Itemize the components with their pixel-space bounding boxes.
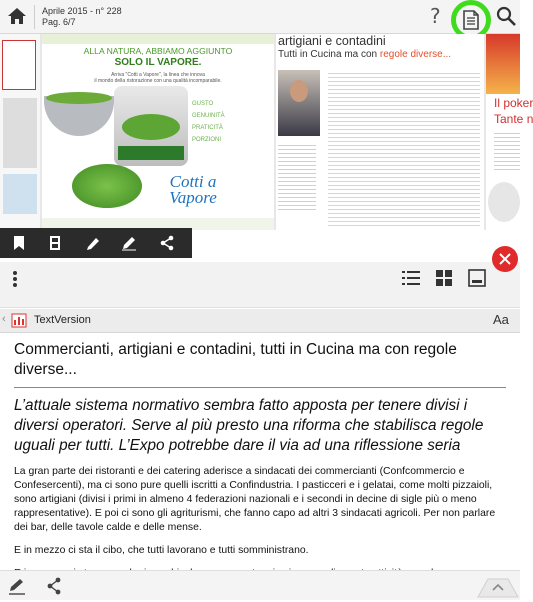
help-button[interactable]: ?: [430, 4, 441, 28]
article-lead: L’attuale sistema normativo sembra fatto apposta per tenere divisi i diversi operatori. Serve al più presto una riforma che stabilisca regole uguali per tutti. L’Expo potrebbe dare il via ad una riflessione seria: [14, 397, 484, 454]
issue-info: [42, 6, 122, 28]
close-icon: [499, 253, 511, 265]
article-page[interactable]: [276, 34, 484, 230]
close-button[interactable]: [492, 246, 518, 272]
pen-icon[interactable]: [8, 577, 26, 600]
ad-headline-bold: SOLO IL VAPORE.: [114, 57, 202, 68]
page-tools-bar: [0, 228, 192, 258]
share-icon[interactable]: [156, 232, 178, 254]
text-version-label: TextVersion: [34, 314, 91, 326]
chevron-left-icon[interactable]: ‹: [2, 313, 6, 325]
bottom-toolbar: [0, 570, 520, 600]
next-page-thumbnail[interactable]: [486, 34, 533, 230]
pen-icon[interactable]: [118, 232, 140, 254]
page-number: Pag. 6/7: [42, 17, 76, 27]
home-icon[interactable]: [6, 5, 28, 27]
article-paragraph: E in mezzo ci sta il cibo, che tutti lavorano e tutti somministrano.: [14, 545, 309, 556]
photo-caption: [278, 142, 316, 212]
article-page-subtitle-text: Tutti in Cucina ma con: [278, 49, 380, 60]
divider: [34, 5, 35, 29]
top-bar: [0, 0, 520, 34]
previous-page-thumbnail[interactable]: [0, 34, 40, 230]
list-view-icon[interactable]: [402, 270, 420, 291]
can-image: [114, 86, 188, 166]
text-version-header: [0, 309, 520, 333]
divider: [14, 387, 506, 388]
page-view-icon[interactable]: [468, 269, 486, 292]
grid-view-icon[interactable]: [436, 270, 452, 291]
highlighter-icon[interactable]: [82, 232, 104, 254]
peas-image: [72, 164, 142, 208]
article-paragraph: La gran parte dei ristoranti e dei catering aderisce a sindacati dei commercianti (Confcommercio e Confesercenti), ma ci sono pure quelli iscritti a Confindustria. I pasticceri e i gelatai, come molti pizzaioli, sono artigiani (divisi i primi in almeno 4 federazioni nazionali e i secondi in decine di sigle più o meno rappresentative). E poi ci sono gli agriturismi, che fanno capo ad altri 3 sindacati agricoli. Per non parlare dei bar, delle tavole calde e delle mense.: [14, 466, 496, 533]
next-page-title: Il poker: [494, 96, 533, 110]
next-page-title: Tante n: [494, 112, 533, 126]
article-page-title: artigiani e contadini: [278, 34, 386, 48]
article-text-view[interactable]: [0, 334, 520, 570]
ad-brand-logo: Cotti a Vapore: [169, 172, 217, 207]
magazine-spread[interactable]: [0, 34, 533, 230]
ad-subline: Arriva "Cotti a Vapore", la linea che innova: [111, 72, 205, 78]
article-page-text: [328, 70, 480, 226]
view-mode-bar: [0, 262, 520, 308]
ad-feature-list: [192, 98, 225, 146]
share-icon[interactable]: [46, 577, 62, 600]
article-page-subtitle-accent: regole diverse...: [379, 49, 452, 60]
more-options-icon[interactable]: [12, 270, 18, 293]
bookmark-icon[interactable]: [8, 232, 30, 254]
issue-date: Aprile 2015 - n° 228: [42, 6, 122, 16]
film-icon[interactable]: [44, 232, 66, 254]
author-photo: [278, 70, 320, 136]
search-icon[interactable]: [495, 5, 517, 27]
ad-feature: PRATICITÀ: [192, 125, 223, 131]
article-page-subtitle: [278, 49, 451, 60]
document-icon: [462, 10, 480, 30]
ad-page[interactable]: [42, 34, 274, 230]
ad-subline: il mondo della ristorazione con una qualità incomparabile.: [94, 78, 222, 84]
collapse-tab-icon[interactable]: [478, 575, 518, 602]
ad-headline: ALLA NATURA, ABBIAMO AGGIUNTO: [83, 46, 233, 56]
font-size-button[interactable]: Aa: [493, 312, 509, 327]
article-title: Commercianti, artigiani e contadini, tutti in Cucina ma con regole diverse...: [14, 341, 457, 378]
ad-feature: GENUINITÀ: [192, 113, 225, 119]
chart-logo-icon: [12, 314, 26, 332]
ad-feature: PORZIONI: [192, 137, 222, 143]
ad-feature: GUSTO: [192, 101, 214, 107]
